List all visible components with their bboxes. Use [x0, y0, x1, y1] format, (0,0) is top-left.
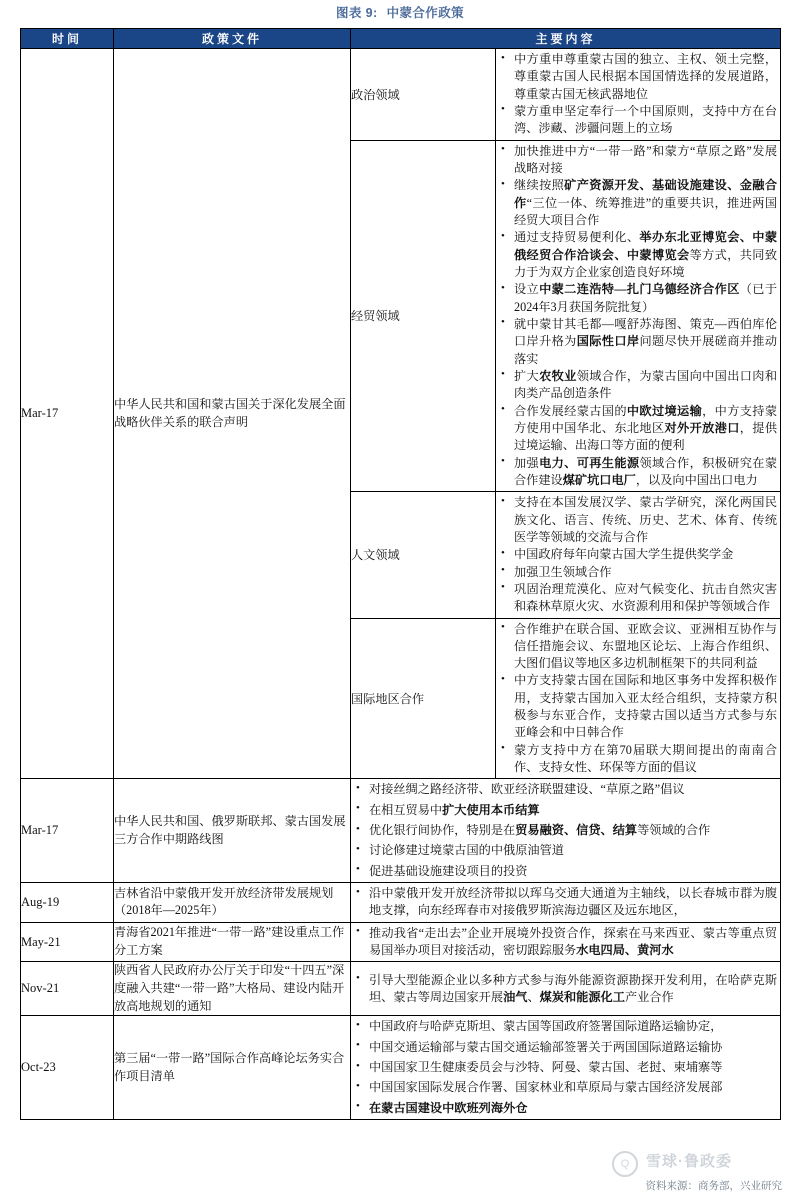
list-item: • 设立中蒙二连浩特—扎门乌德经济合作区（已于2024年3月获国务院批复） — [500, 281, 777, 316]
list-item: • 巩固治理荒漠化、应对气候变化、抗击自然灾害和森林草原火灾、水资源利用和保护等领域合作 — [500, 581, 777, 616]
cell-document: 第三届“一带一路”国际合作高峰论坛务实合作项目清单 — [114, 1016, 351, 1120]
list-item: • 中国政府与哈萨克斯坦、蒙古国等国政府签署国际道路运输协定， — [355, 1018, 777, 1035]
bullet-list — [351, 1016, 780, 1119]
bullet-list — [496, 49, 780, 140]
list-item: • 蒙方支持中方在第70届联大期间提出的南南合作、支持女性、环保等方面的倡议 — [500, 742, 777, 777]
cell-date: Mar-17 — [21, 49, 114, 779]
list-item: • 扩大农牧业领域合作，为蒙古国向中国出口肉和肉类产品创造条件 — [500, 368, 777, 403]
bullet-list — [351, 923, 780, 962]
cell-date: Oct-23 — [21, 1016, 114, 1120]
list-item: • 中国国家国际发展合作署、国家林业和草原局与蒙古国经济发展部 — [355, 1079, 777, 1096]
list-item: • 合作发展经蒙古国的中欧过境运输，中方支持蒙方使用中国华北、东北地区对外开放港口，提供过境运输、出海口等方面的便利 — [500, 403, 777, 455]
bullet-list — [351, 970, 780, 1009]
source-note: 资料来源：商务部，兴业研究 — [645, 1180, 782, 1192]
list-item: • 讨论修建过境蒙古国的中俄原油管道 — [355, 842, 777, 859]
list-item: • 加强卫生领域合作 — [500, 564, 777, 581]
cell-content — [351, 883, 781, 923]
list-item: • 对接丝绸之路经济带、欧亚经济联盟建设、“草原之路”倡议 — [355, 781, 777, 798]
cell-document: 青海省2021年推进“一带一路”建设重点工作分工方案 — [114, 922, 351, 962]
cell-area: 经贸领域 — [351, 140, 496, 492]
list-item: • 促进基础设施建设项目的投资 — [355, 863, 777, 880]
list-item: • 合作维护在联合国、亚欧会议、亚洲相互协作与信任措施会议、东盟地区论坛、上海合作组织、大图们倡议等地区多边机制框架下的共同利益 — [500, 621, 777, 673]
table-header — [21, 29, 781, 49]
list-item: • 加快推进中方“一带一路”和蒙方“草原之路”发展战略对接 — [500, 143, 777, 178]
figure-title-text: 中蒙合作政策 — [386, 6, 464, 20]
list-item: • 支持在本国发展汉学、蒙古学研究，深化两国民族文化、语言、传统、历史、艺术、体育、传统医学等领域的交流与合作 — [500, 494, 777, 546]
bullet-list — [496, 492, 780, 617]
list-item: • 蒙方重申坚定奉行一个中国原则，支持中方在台湾、涉藏、涉疆问题上的立场 — [500, 103, 777, 138]
list-item: • 就中蒙甘其毛都—嘎舒苏海图、策克—西伯库伦口岸升格为国际性口岸问题尽快开展磋商并推动落实 — [500, 316, 777, 368]
list-item: • 在蒙古国建设中欧班列海外仓 — [355, 1100, 777, 1117]
cell-area: 国际地区合作 — [351, 618, 496, 779]
list-item: • 继续按照矿产资源开发、基础设施建设、金融合作“三位一体、统筹推进”的重要共识，推进两国经贸大项目合作 — [500, 177, 777, 229]
cell-content — [351, 1016, 781, 1120]
table-row — [21, 962, 781, 1016]
list-item: • 中国国家卫生健康委员会与沙特、阿曼、蒙古国、老挝、柬埔寨等 — [355, 1059, 777, 1076]
cell-area: 政治领域 — [351, 49, 496, 141]
table-row — [21, 883, 781, 923]
cell-document: 中华人民共和国和蒙古国关于深化发展全面战略伙伴关系的联合声明 — [114, 49, 351, 779]
cell-date: May-21 — [21, 922, 114, 962]
bullet-list — [351, 883, 780, 922]
list-item: • 在相互贸易中扩大使用本币结算 — [355, 802, 777, 819]
column-header-time: 时间 — [21, 29, 114, 49]
list-item: • 中国政府每年向蒙古国大学生提供奖学金 — [500, 546, 777, 563]
column-header-document: 政策文件 — [114, 29, 351, 49]
list-item: • 优化银行间协作，特别是在贸易融资、信贷、结算等领域的合作 — [355, 822, 777, 839]
table-row — [21, 922, 781, 962]
list-item: • 引导大型能源企业以多种方式参与海外能源资源勘探开发利用，在哈萨克斯坦、蒙古等周边国家开展油气、煤炭和能源化工产业合作 — [355, 972, 777, 1007]
table-row — [21, 779, 781, 883]
cell-content — [496, 49, 781, 141]
cell-document: 陕西省人民政府办公厅关于印发“十四五”深度融入共建“一带一路”大格局、建设内陆开放高地规划的通知 — [114, 962, 351, 1016]
cell-content — [351, 922, 781, 962]
list-item: • 沿中蒙俄开发开放经济带拟以珲乌交通大通道为主轴线，以长春城市群为腹地支撑，向东经珲春市对接俄罗斯滨海边疆区及远东地区， — [355, 885, 777, 920]
cell-document: 吉林省沿中蒙俄开发开放经济带发展规划（2018年—2025年） — [114, 883, 351, 923]
column-header-content: 主要内容 — [351, 29, 781, 49]
figure-title — [0, 3, 800, 21]
list-item: • 中方重申尊重蒙古国的独立、主权、领土完整，尊重蒙古国人民根据本国国情选择的发展道路，尊重蒙古国无核武器地位 — [500, 51, 777, 103]
watermark-badge-icon: Q — [612, 1151, 638, 1177]
figure-number: 图表 9: — [336, 6, 378, 20]
cell-document: 中华人民共和国、俄罗斯联邦、蒙古国发展三方合作中期路线图 — [114, 779, 351, 883]
bullet-list — [351, 779, 780, 882]
cell-content — [496, 618, 781, 779]
cell-area: 人文领域 — [351, 492, 496, 618]
list-item: • 通过支持贸易便利化、举办东北亚博览会、中蒙俄经贸合作洽谈会、中蒙博览会等方式，共同致力于为双方企业家创造良好环境 — [500, 229, 777, 281]
table-row — [21, 1016, 781, 1120]
cell-date: Nov-21 — [21, 962, 114, 1016]
list-item: • 中方支持蒙古国在国际和地区事务中发挥积极作用，支持蒙古国加入亚太经合组织，支持蒙方积极参与东亚合作，支持蒙古国以适当方式参与东亚峰会和中日韩合作 — [500, 672, 777, 741]
table-row — [21, 49, 781, 141]
watermark-text: 雪球·鲁政委 — [646, 1153, 732, 1170]
cell-content — [351, 962, 781, 1016]
list-item: • 推动我省“走出去”企业开展境外投资合作，探索在马来西亚、蒙古等重点贸易国举办项目对接活动，密切跟踪服务水电四局、黄河水 — [355, 925, 777, 960]
table-body — [21, 49, 781, 1120]
list-item: • 加强电力、可再生能源领域合作，积极研究在蒙合作建设煤矿坑口电厂，以及向中国出口电力 — [500, 455, 777, 490]
cell-content — [496, 140, 781, 492]
bullet-list — [496, 619, 780, 779]
cell-date: Mar-17 — [21, 779, 114, 883]
policy-table — [20, 28, 781, 1120]
list-item: • 中国交通运输部与蒙古国交通运输部签署关于两国国际道路运输协 — [355, 1039, 777, 1056]
cell-date: Aug-19 — [21, 883, 114, 923]
watermark — [612, 1149, 790, 1179]
cell-content — [496, 492, 781, 618]
cell-content — [351, 779, 781, 883]
bullet-list — [496, 141, 780, 492]
table-header-row — [21, 29, 781, 49]
